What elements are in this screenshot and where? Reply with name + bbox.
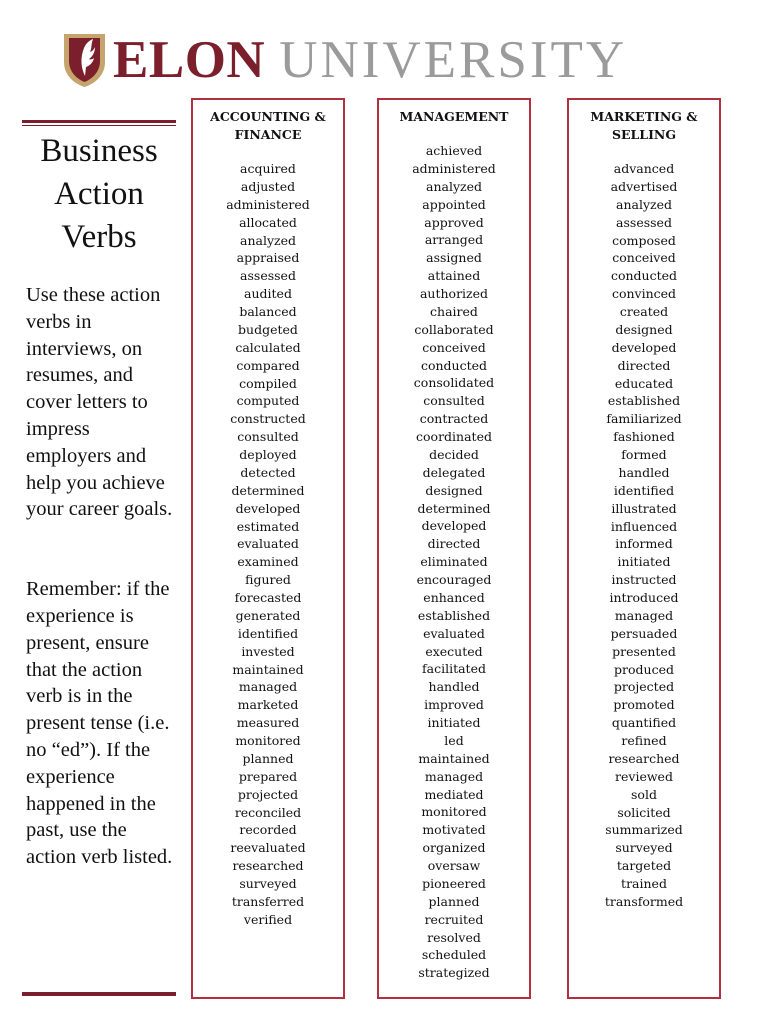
verb-item: calculated [235, 339, 301, 355]
verb-item: summarized [605, 822, 683, 838]
verb-item: coordinated [416, 429, 492, 444]
verb-list [569, 160, 719, 911]
verb-item: measured [236, 715, 300, 731]
verb-item: directed [427, 536, 481, 552]
verb-item: transferred [231, 893, 305, 909]
verb-item: promoted [613, 697, 675, 713]
verb-item: maintained [418, 750, 490, 766]
verb-item: recruited [424, 911, 484, 927]
column-heading: ACCOUNTING & FINANCE [210, 109, 326, 142]
verb-item: adjusted [240, 178, 296, 194]
verb-item: surveyed [239, 876, 297, 891]
verb-item: managed [424, 768, 484, 784]
verb-item: monitored [421, 804, 487, 820]
verb-item: generated [235, 607, 301, 623]
verb-item: chaired [430, 303, 478, 319]
verb-item: planned [428, 893, 480, 909]
verb-item: identified [613, 482, 675, 498]
verb-item: arranged [424, 232, 484, 248]
intro-title [22, 130, 176, 259]
verb-item: directed [617, 357, 671, 373]
verb-item: decided [429, 446, 479, 462]
verb-item: researched [608, 750, 680, 766]
verb-item: forecasted [234, 590, 302, 605]
verb-item: organized [422, 840, 486, 856]
verb-item: detected [240, 464, 296, 480]
intro-body [26, 282, 176, 871]
verb-item: prepared [238, 768, 298, 784]
verb-item: contracted [419, 411, 489, 427]
verb-item: advertised [610, 178, 678, 194]
verb-item: estimated [236, 518, 300, 534]
verb-item: balanced [239, 304, 297, 319]
verb-item: reviewed [615, 768, 673, 784]
verb-item: produced [614, 661, 674, 677]
top-divider-rule [22, 120, 176, 126]
verb-item: conducted [420, 357, 488, 373]
verb-item: fashioned [613, 429, 675, 445]
verb-item: monitored [235, 733, 301, 748]
verb-item: introduced [609, 590, 679, 605]
verb-item: encouraged [416, 572, 492, 587]
verb-item: resolved [427, 929, 481, 945]
marketing-selling-column [567, 98, 721, 999]
verb-item: projected [613, 679, 675, 695]
verb-item: informed [615, 536, 673, 552]
verb-item: designed [425, 482, 483, 498]
verb-item: maintained [232, 661, 304, 677]
verb-item: budgeted [238, 321, 298, 337]
verb-item: handled [618, 464, 670, 480]
verb-item: presented [612, 643, 676, 659]
verb-item: constructed [230, 411, 306, 427]
verb-item: marketed [237, 697, 299, 713]
verb-item: conducted [610, 268, 678, 284]
verb-item: audited [244, 286, 292, 302]
verb-item: researched [232, 858, 304, 874]
verb-item: advanced [613, 161, 675, 176]
verb-item: reevaluated [230, 840, 306, 856]
verb-item: determined [417, 500, 491, 516]
verb-item: managed [614, 607, 674, 623]
verb-item: formed [621, 447, 667, 462]
verb-item: attained [427, 268, 481, 284]
verb-item: evaluated [423, 625, 485, 641]
intro-reminder: Remember: if the experience is present, ensure that the action verb is in the present tense (i.e. no “ed”). If the experience happened in the past, use the action verb listed. [26, 578, 173, 869]
verb-item: recorded [239, 822, 297, 838]
verb-item: delegated [422, 464, 486, 480]
verb-item: familiarized [606, 411, 682, 427]
verb-item: established [417, 607, 491, 623]
verb-item: administered [412, 160, 496, 176]
verb-item: appraised [236, 250, 300, 266]
verb-item: invested [241, 643, 295, 659]
verb-item: examined [237, 554, 299, 570]
verb-item: improved [424, 697, 484, 713]
verb-item: developed [235, 500, 301, 516]
verb-item: created [619, 304, 669, 319]
verb-item: verified [243, 911, 293, 927]
verb-item: consolidated [413, 375, 495, 391]
column-heading: MARKETING & SELLING [590, 109, 698, 142]
verb-item: eliminated [420, 554, 488, 570]
verb-item: computed [236, 393, 300, 409]
verb-item: pioneered [422, 875, 486, 891]
verb-item: influenced [610, 518, 678, 534]
verb-item: developed [611, 339, 677, 355]
verb-item: initiated [427, 715, 481, 730]
verb-item: targeted [616, 858, 672, 874]
column-heading: MANAGEMENT [399, 109, 509, 124]
verb-item: led [444, 732, 464, 748]
verb-item: convinced [611, 286, 677, 302]
verb-item: consulted [237, 429, 299, 445]
verb-item: trained [621, 876, 667, 891]
verb-item: composed [612, 232, 676, 248]
verb-item: strategized [418, 965, 490, 981]
verb-item: administered [226, 196, 310, 212]
verb-item: enhanced [423, 589, 485, 605]
accounting-finance-column [191, 98, 345, 999]
verb-item: deployed [239, 447, 297, 462]
university-header [62, 30, 627, 90]
verb-item: developed [421, 518, 487, 534]
verb-item: projected [237, 786, 299, 802]
verb-item: mediated [424, 786, 484, 802]
verb-item: acquired [240, 161, 296, 176]
verb-item: oversaw [427, 858, 481, 873]
verb-item: facilitated [422, 661, 486, 677]
verb-item: handled [428, 679, 480, 695]
intro-title-line: Action [54, 176, 144, 212]
management-column [377, 98, 531, 999]
verb-item: compared [236, 357, 300, 373]
verb-item: quantified [611, 715, 677, 731]
verb-item: achieved [425, 143, 483, 158]
verb-item: instructed [611, 572, 677, 588]
verb-item: appointed [422, 196, 486, 212]
verb-item: compiled [239, 375, 297, 391]
verb-item: solicited [617, 804, 671, 820]
verb-item: persuaded [610, 625, 678, 641]
verb-item: approved [424, 214, 484, 230]
verb-item: surveyed [615, 840, 673, 856]
verb-item: collaborated [414, 321, 494, 337]
verb-item: allocated [239, 214, 297, 230]
verb-item: figured [245, 572, 291, 588]
verb-item: executed [425, 643, 483, 659]
intro-title-line: Business [40, 133, 158, 169]
verb-item: analyzed [616, 196, 672, 212]
intro-description: Use these action verbs in interviews, on resumes, and cover letters to impress employers and help you achieve your career goals. [26, 284, 173, 521]
verb-item: authorized [419, 286, 489, 301]
verb-item: sold [631, 786, 657, 802]
verb-item: reconciled [234, 804, 302, 820]
verb-item: managed [238, 679, 298, 695]
verb-item: planned [242, 750, 294, 766]
verb-item: determined [231, 482, 305, 498]
verb-item: educated [614, 375, 674, 391]
verb-item: assigned [426, 250, 482, 266]
verb-item: motivated [422, 822, 486, 838]
verb-item: established [607, 393, 681, 409]
elon-phoenix-shield-icon [62, 32, 107, 88]
verb-item: conceived [612, 250, 676, 266]
verb-item: transformed [604, 893, 684, 909]
verb-item: designed [615, 321, 673, 337]
verb-item: analyzed [240, 232, 296, 248]
verb-item: refined [621, 733, 667, 748]
brand-name-secondary: UNIVERSITY [279, 30, 628, 89]
verb-list [379, 142, 529, 982]
brand-name-primary: ELON [113, 30, 266, 89]
verb-item: evaluated [237, 536, 299, 552]
verb-list [193, 160, 343, 929]
verb-item: scheduled [421, 947, 487, 963]
verb-item: assessed [240, 268, 296, 284]
verb-item: assessed [616, 214, 672, 230]
intro-title-line: Verbs [61, 219, 137, 255]
verb-item: initiated [617, 554, 671, 570]
verb-item: conceived [422, 339, 486, 355]
verb-item: identified [237, 625, 299, 641]
verb-item: analyzed [426, 178, 482, 194]
verb-item: illustrated [611, 500, 677, 516]
verb-item: consulted [423, 393, 485, 409]
bottom-divider-rule [22, 990, 176, 996]
